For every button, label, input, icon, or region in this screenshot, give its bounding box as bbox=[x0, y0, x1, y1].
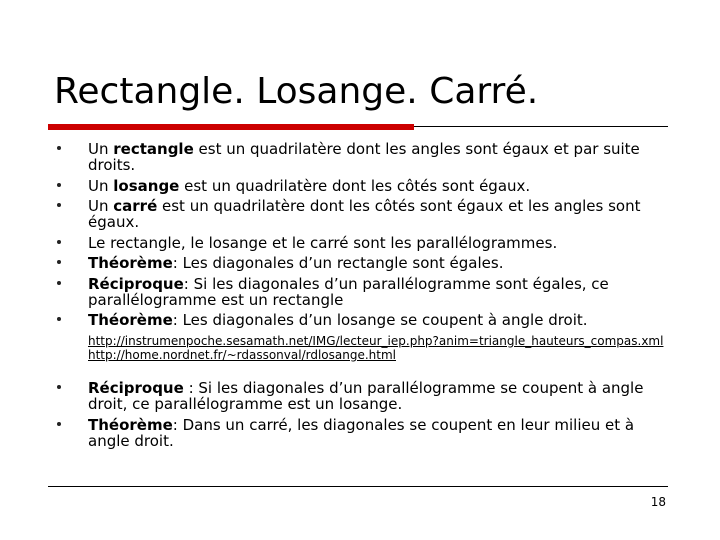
page-number: 18 bbox=[650, 495, 666, 509]
bullet-icon bbox=[57, 240, 61, 244]
bullet-icon bbox=[57, 422, 61, 426]
bullet-item: Un carré est un quadrilatère dont les côtés sont égaux et les angles sont égaux. bbox=[88, 198, 673, 230]
bullet-icon bbox=[57, 146, 61, 150]
reference-link[interactable]: http://home.nordnet.fr/~rdassonval/rdlosange.html bbox=[88, 348, 396, 362]
bullet-icon bbox=[57, 281, 61, 285]
bullet-icon bbox=[57, 260, 61, 264]
reference-links bbox=[88, 334, 673, 362]
slide-title: Rectangle. Losange. Carré. bbox=[54, 71, 539, 112]
reference-link[interactable]: http://instrumenpoche.sesamath.net/IMG/lecteur_iep.php?anim=triangle_hauteurs_compas.xml bbox=[88, 334, 664, 348]
bullet-item: Théorème: Les diagonales d’un rectangle sont égales. bbox=[88, 255, 673, 271]
bullet-item: Réciproque : Si les diagonales d’un parallélogramme se coupent à angle droit, ce parallélogramme est un losange. bbox=[88, 380, 673, 412]
bullet-item: Un rectangle est un quadrilatère dont les angles sont égaux et par suite droits. bbox=[88, 141, 673, 173]
bullet-item: Un losange est un quadrilatère dont les côtés sont égaux. bbox=[88, 178, 673, 194]
bullet-icon bbox=[57, 183, 61, 187]
bullet-item: Théorème: Dans un carré, les diagonales se coupent en leur milieu et à angle droit. bbox=[88, 417, 673, 449]
bullet-icon bbox=[57, 317, 61, 321]
footer-divider bbox=[48, 486, 668, 487]
bullet-item: Théorème: Les diagonales d’un losange se coupent à angle droit. bbox=[88, 312, 673, 328]
bullet-icon bbox=[57, 385, 61, 389]
bullet-item: Le rectangle, le losange et le carré sont les parallélogrammes. bbox=[88, 235, 673, 251]
bullet-icon bbox=[57, 203, 61, 207]
bullet-item: Réciproque: Si les diagonales d’un parallélogramme sont égales, ce parallélogramme est un rectangle bbox=[88, 276, 673, 308]
